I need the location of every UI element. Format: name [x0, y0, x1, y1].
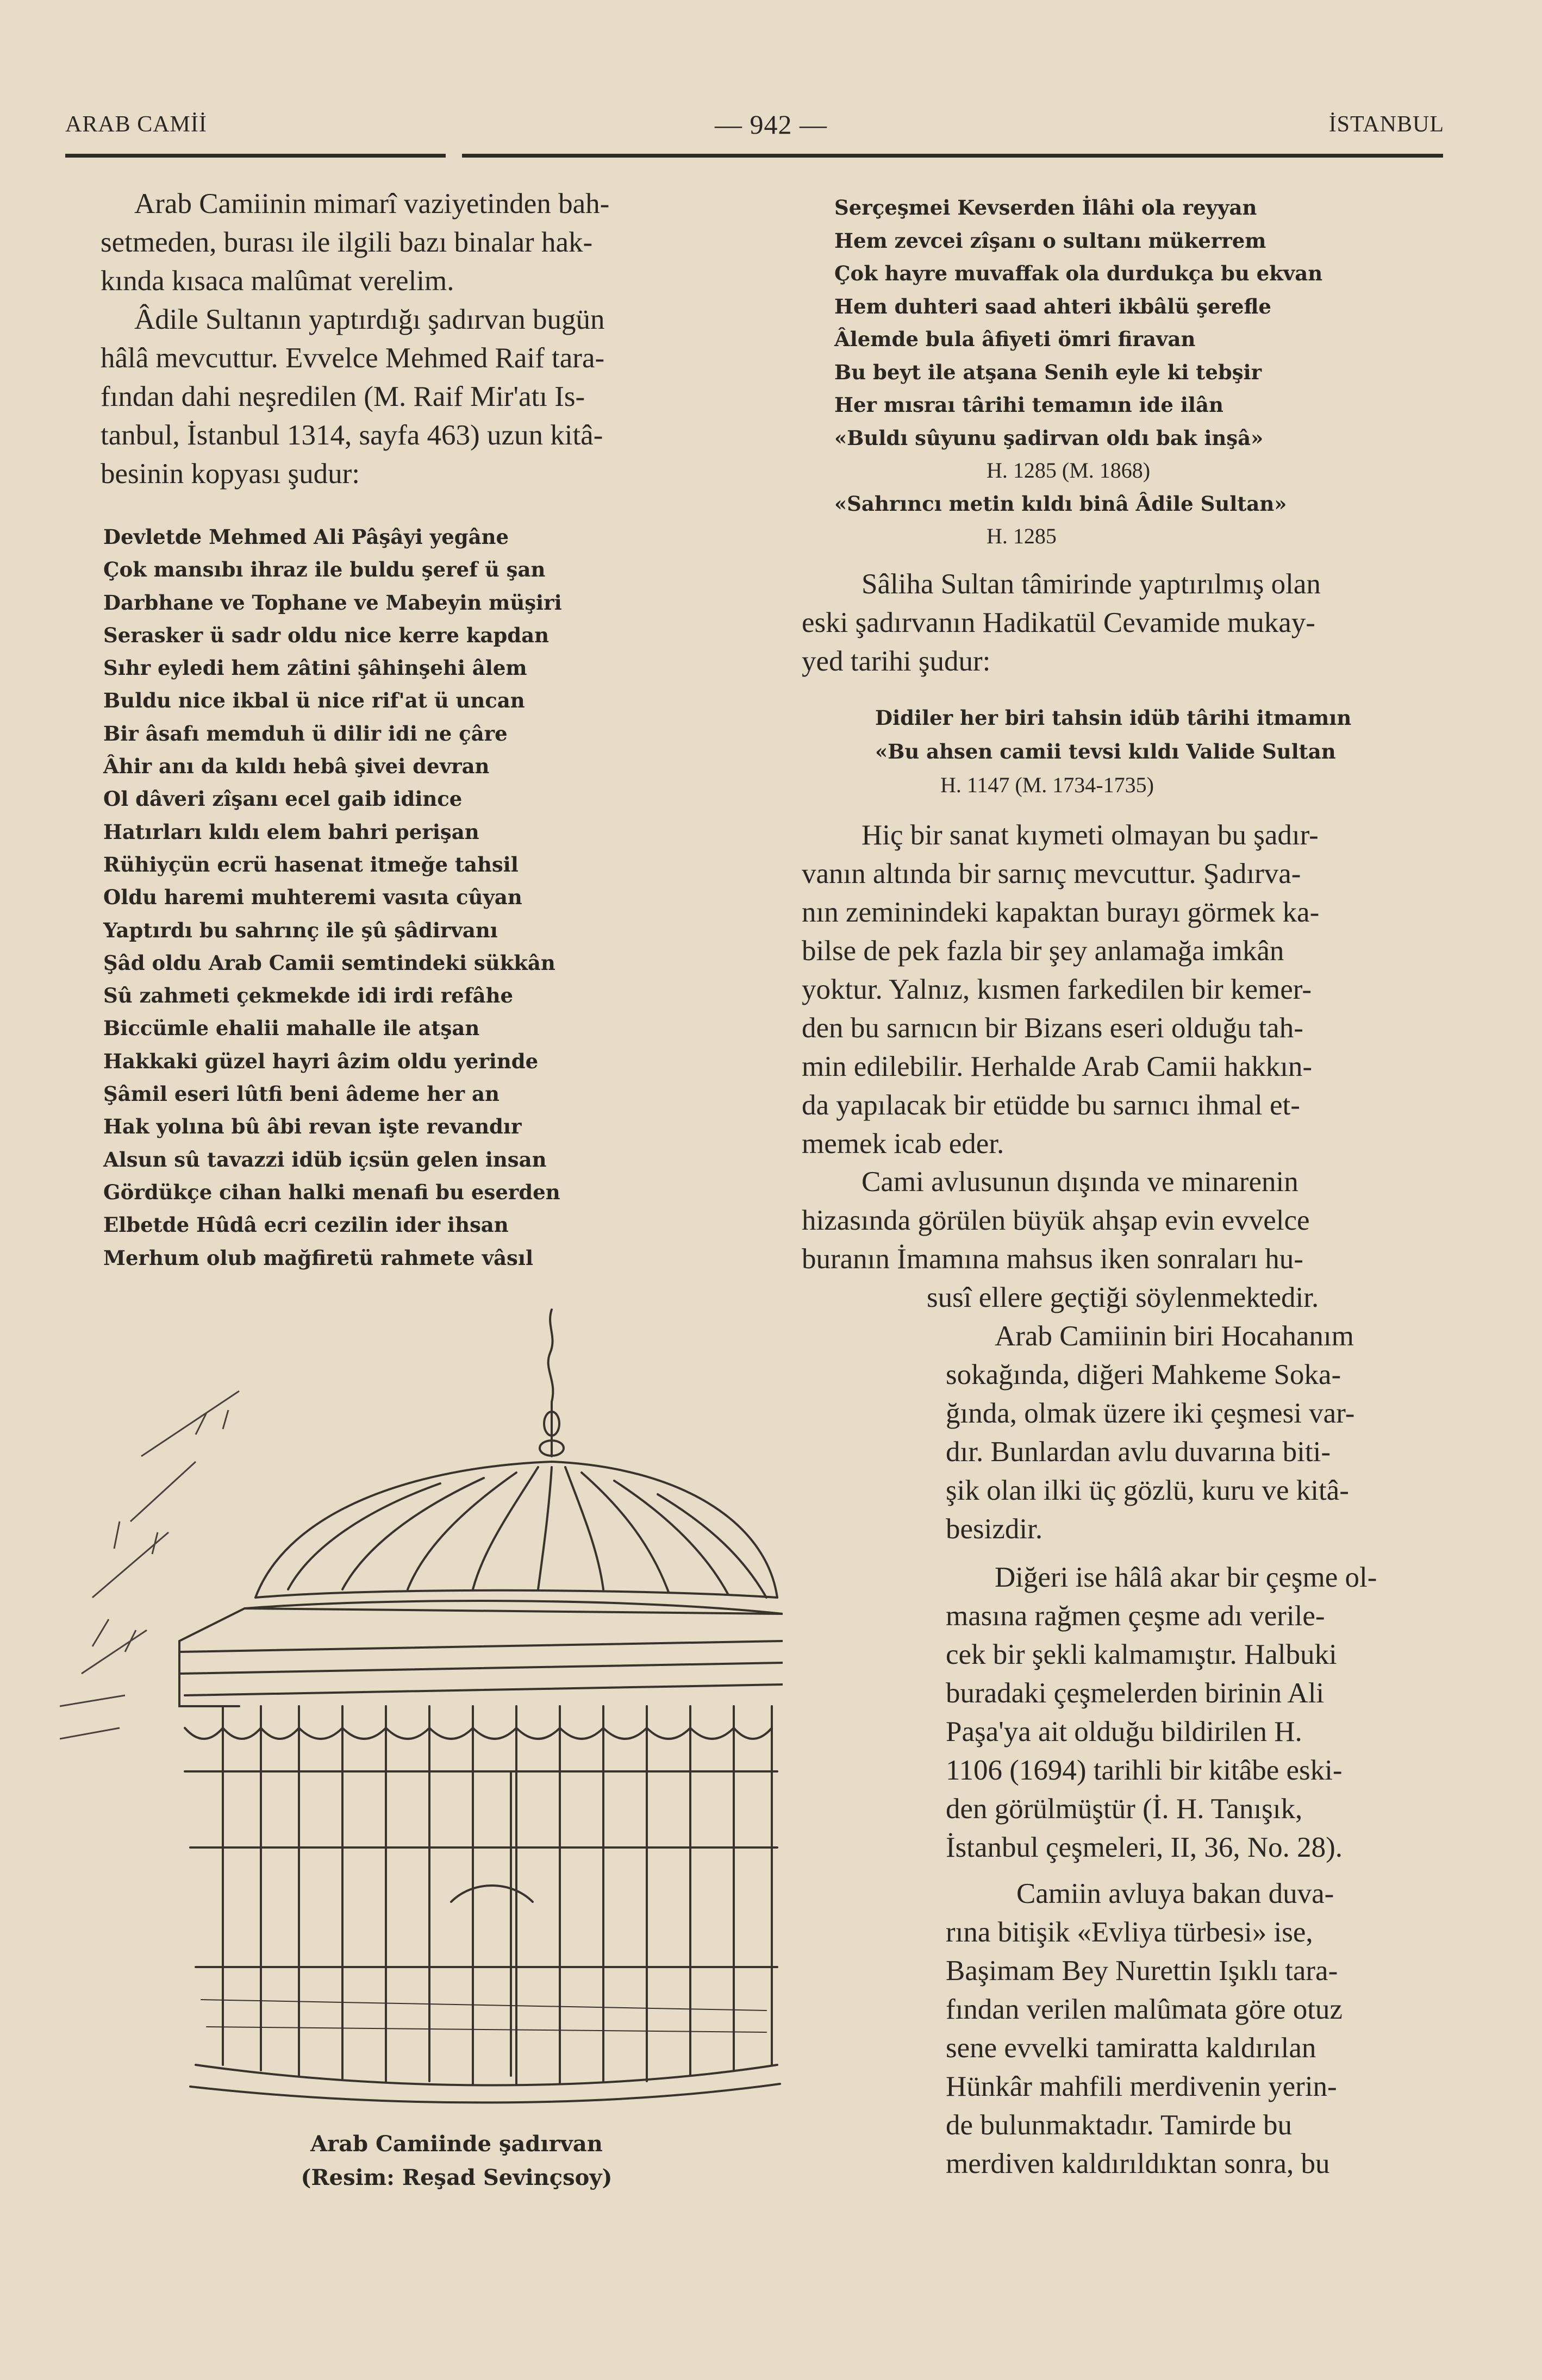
text-line: de bulunmaktadır. Tamirde bu: [946, 2109, 1293, 2141]
text-line: ğında, olmak üzere iki çeşmesi var-: [946, 1398, 1355, 1429]
text-line: 1106 (1694) tarihli bir kitâbe eski-: [946, 1755, 1343, 1786]
inscription-date: H. 1285 (M. 1868): [987, 458, 1151, 483]
right-cesme-paragraph: [946, 1317, 1446, 1549]
text-line: besizdir.: [946, 1513, 1043, 1545]
text-line: Paşa'ya ait olduğu bildirilen H.: [946, 1716, 1302, 1748]
verse-line: Bir âsafı memduh ü dilir idi ne çâre: [103, 721, 508, 746]
right-diger-paragraph: [946, 1558, 1446, 1867]
text-line: tanbul, İstanbul 1314, sayfa 463) uzun kitâ-: [101, 419, 603, 451]
verse-line: Serasker ü sadr oldu nice kerre kapdan: [103, 623, 550, 647]
text-line: şik olan ilki üç gözlü, kuru ve kitâ-: [946, 1475, 1349, 1506]
right-saliha-paragraph: [802, 565, 1443, 681]
text-line: yed tarihi şudur:: [802, 646, 991, 677]
intro-paragraph-2: [101, 300, 742, 493]
running-header-left: ARAB CAMİİ: [65, 112, 207, 137]
verse-line: Biccümle ehalii mahalle ile atşan: [103, 1016, 480, 1041]
text-line: setmeden, burası ile ilgili bazı binalar hak-: [101, 227, 593, 258]
verse-line: Şâmil eseri lûtfi beni âdeme her an: [103, 1082, 500, 1106]
text-line: Arab Camiinin mimarî vaziyetinden bah-: [134, 188, 610, 220]
text-line: fından verilen malûmata göre otuz: [946, 1994, 1343, 2025]
left-intro-paragraphs: [101, 185, 742, 493]
right-turbe-paragraph: [946, 1875, 1446, 2183]
text-line: Diğeri ise hâlâ akar bir çeşme ol-: [995, 1562, 1377, 1593]
page-number: — 942 —: [715, 109, 827, 140]
verse-line: Sıhr eyledi hem zâtini şâhinşehi âlem: [103, 656, 527, 680]
text-line: den görülmüştür (İ. H. Tanışık,: [946, 1793, 1303, 1825]
text-line: Cami avlusunun dışında ve minarenin: [861, 1166, 1298, 1198]
text-line: memek icab eder.: [802, 1128, 1004, 1160]
inscription-date: H. 1147 (M. 1734-1735): [940, 773, 1154, 797]
verse-line: Devletde Mehmed Ali Pâşâyi yegâne: [103, 525, 509, 549]
header-rule-right: [462, 154, 1443, 158]
verse-line: «Sahrıncı metin kıldı binâ Âdile Sultan»: [834, 491, 1287, 516]
text-line: rına bitişik «Evliya türbesi» ise,: [946, 1916, 1313, 1948]
text-line: Hiç bir sanat kıymeti olmayan bu şadır-: [861, 819, 1319, 851]
verse-line: Didiler her biri tahsin idüb târihi itmamın: [875, 706, 1352, 730]
right-sarnic-paragraph: [802, 816, 1443, 1163]
verse-line: Serçeşmei Kevserden İlâhi ola reyyan: [834, 196, 1257, 220]
text-line: besinin kopyası şudur:: [101, 458, 360, 490]
text-line: nın zeminindeki kapaktan burayı görmek ka-: [802, 897, 1320, 928]
text-line: kında kısaca malûmat verelim.: [101, 265, 454, 297]
text-line: masına rağmen çeşme adı verile-: [946, 1600, 1325, 1632]
text-line: fından dahi neşredilen (M. Raif Mir'atı Is-: [101, 381, 585, 412]
verse-line: Buldu nice ikbal ü nice rif'at ü uncan: [103, 688, 525, 713]
verse-line: Hakkaki güzel hayri âzim oldu yerinde: [103, 1049, 539, 1073]
inscription-verse-left: [103, 521, 562, 1274]
text-line: Sâliha Sultan tâmirinde yaptırılmış olan: [861, 568, 1321, 600]
text-line: Başimam Bey Nurettin Işıklı tara-: [946, 1955, 1338, 1987]
sadirvan-illustration: [60, 1293, 783, 2108]
inscription-verse-right: [834, 191, 1322, 553]
verse-line: Âlemde bula âfiyeti ömri firavan: [834, 327, 1196, 351]
right-avlu-paragraph: [802, 1163, 1443, 1317]
text-line: susî ellere geçtiği söylenmektedir.: [927, 1282, 1319, 1313]
verse-line: Şâd oldu Arab Camii semtindeki sükkân: [103, 950, 555, 975]
intro-paragraph: [101, 185, 742, 300]
text-line: vanın altında bir sarnıç mevcuttur. Şadırva-: [802, 858, 1301, 890]
text-line: da yapılacak bir etüdde bu sarnıcı ihmal et-: [802, 1089, 1300, 1121]
text-line: den bu sarnıcın bir Bizans eseri olduğu tah-: [802, 1012, 1303, 1044]
text-line: hâlâ mevcuttur. Evvelce Mehmed Raif tara-: [101, 342, 605, 374]
text-line: dır. Bunlardan avlu duvarına biti-: [946, 1436, 1331, 1468]
verse-line: Hem zevcei zîşanı o sultanı mükerrem: [834, 228, 1266, 253]
verse-line: Bu beyt ile atşana Senih eyle ki tebşir: [834, 360, 1262, 384]
illustration-caption: [283, 2127, 630, 2195]
text-line: Arab Camiinin biri Hocahanım: [995, 1320, 1354, 1352]
verse-line: Hem duhteri saad ahteri ikbâlü şerefle: [834, 294, 1271, 318]
verse-line: Sû zahmeti çekmekde idi irdi refâhe: [103, 984, 514, 1008]
text-line: sene evvelki tamiratta kaldırılan: [946, 2032, 1316, 2064]
verse-line: Çok mansıbı ihraz ile buldu şeref ü şan: [103, 558, 546, 582]
text-line: Âdile Sultanın yaptırdığı şadırvan bugün: [134, 304, 605, 335]
verse-line: Hak yolına bû âbi revan işte revandır: [103, 1114, 522, 1139]
verse-line: Elbetde Hûdâ ecri cezilin ider ihsan: [103, 1213, 509, 1237]
caption-credit: (Resim: Reşad Sevinçsoy): [301, 2165, 613, 2190]
text-line: İstanbul çeşmeleri, II, 36, No. 28).: [946, 1832, 1343, 1863]
text-line: cek bir şekli kalmamıştır. Halbuki: [946, 1639, 1337, 1670]
verse-line: Oldu haremi muhteremi vasıta cûyan: [103, 885, 522, 910]
verse-line: Ol dâveri zîşanı ecel gaib idince: [103, 787, 463, 811]
verse-line: Merhum olub mağfiretü rahmete vâsıl: [103, 1245, 534, 1270]
verse-line: Gördükçe cihan halki menafi bu eserden: [103, 1180, 560, 1204]
text-line: hizasında görülen büyük ahşap evin evvelce: [802, 1205, 1310, 1236]
verse-line: «Buldı sûyunu şadirvan oldı bak inşâ»: [834, 425, 1264, 450]
text-line: min edilebilir. Herhalde Arab Camii hakkın-: [802, 1051, 1313, 1082]
text-line: merdiven kaldırıldıktan sonra, bu: [946, 2148, 1330, 2179]
verse-line: Darbhane ve Tophane ve Mabeyin müşiri: [103, 590, 562, 615]
verse-line: Âhir anı da kıldı hebâ şivei devran: [103, 754, 490, 779]
verse-line: Çok hayre muvaffak ola durdukça bu ekvan: [834, 261, 1323, 285]
text-line: buradaki çeşmelerden birinin Ali: [946, 1677, 1325, 1709]
text-line: sokağında, diğeri Mahkeme Soka-: [946, 1359, 1341, 1391]
verse-line: Rühiyçün ecrü hasenat itmeğe tahsil: [103, 852, 519, 876]
header-rule-left: [65, 154, 446, 158]
text-line: Camiin avluya bakan duva-: [1016, 1878, 1334, 1909]
verse-line: Yaptırdı bu sahrınç ile şû şâdirvanı: [103, 918, 498, 942]
text-line: buranın İmamına mahsus iken sonraları hu-: [802, 1243, 1303, 1275]
verse-line: Alsun sû tavazzi idüb içsün gelen insan: [103, 1147, 547, 1172]
text-line: bilse de pek fazla bir şey anlamağa imkân: [802, 935, 1284, 967]
running-header-right: İSTANBUL: [1328, 112, 1444, 137]
inscription-date: H. 1285: [987, 524, 1057, 548]
inscription-verse-saliha: [875, 701, 1351, 802]
verse-line: Hatırları kıldı elem bahri perişan: [103, 819, 479, 844]
verse-line: «Bu ahsen camii tevsi kıldı Valide Sultan: [875, 740, 1336, 763]
verse-line: Her mısraı târihi temamın ide ilân: [834, 393, 1223, 417]
caption-title: Arab Camiinde şadırvan: [310, 2131, 603, 2157]
text-line: Hünkâr mahfili merdivenin yerin-: [946, 2071, 1337, 2102]
text-line: yoktur. Yalnız, kısmen farkedilen bir kemer-: [802, 974, 1312, 1005]
text-line: eski şadırvanın Hadikatül Cevamide mukay-: [802, 607, 1315, 638]
